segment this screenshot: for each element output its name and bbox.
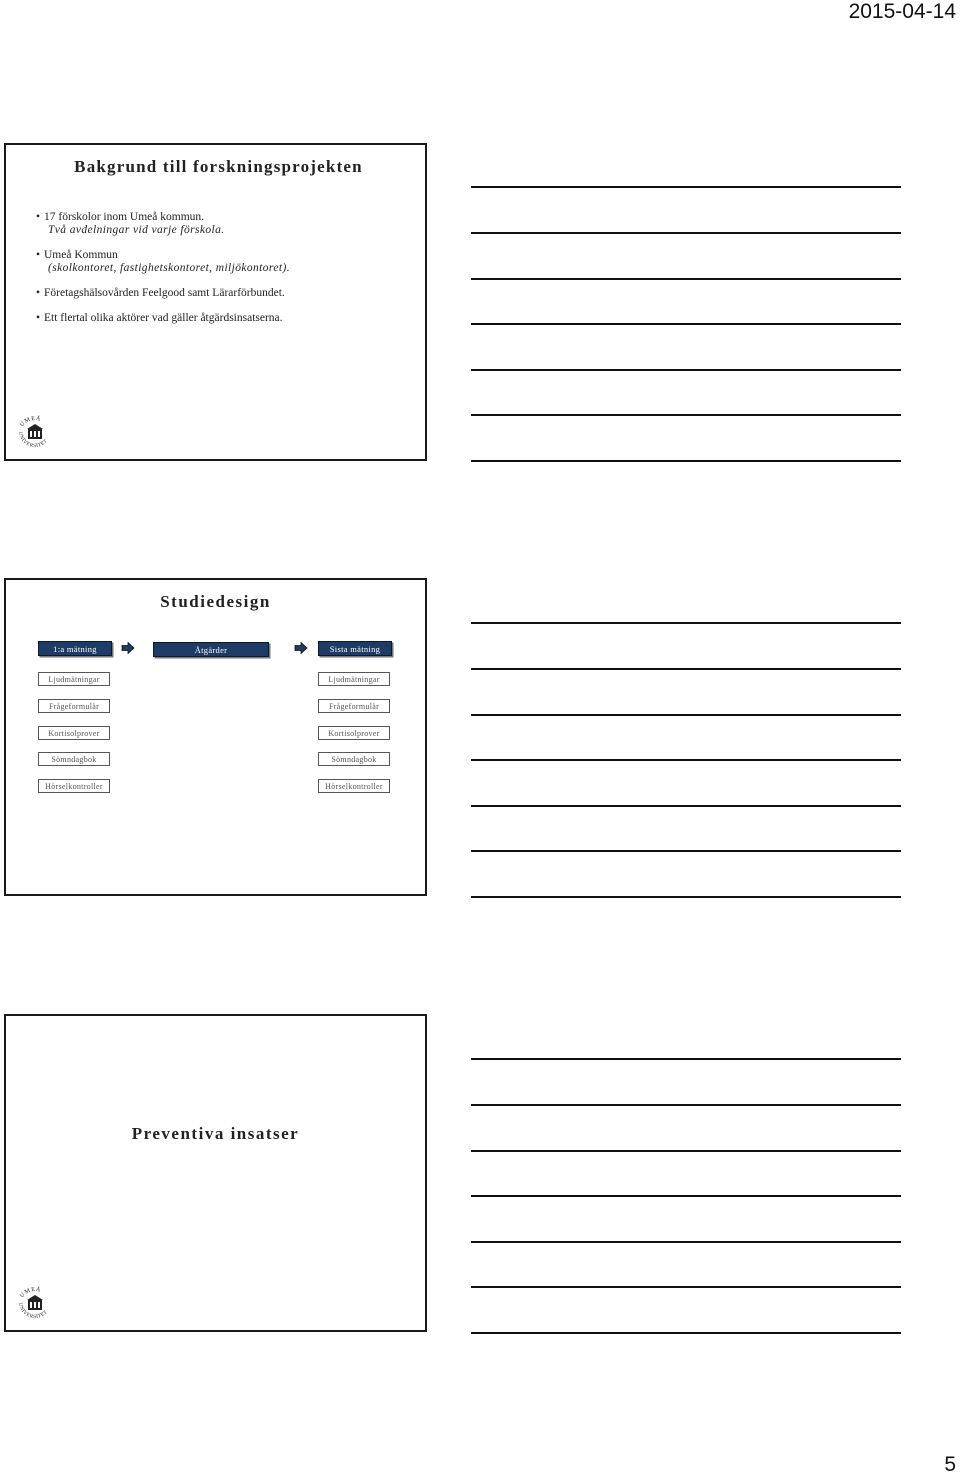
list-item xyxy=(44,287,290,300)
right-item-sound-measurements: Ljudmätningar xyxy=(318,672,390,686)
left-item-hearing-checks: Hörselkontroller xyxy=(38,779,110,793)
left-item-sleep-diary: Sömndagbok xyxy=(38,752,110,766)
right-arrow-icon xyxy=(294,642,308,654)
slide-1-bullets xyxy=(44,211,290,337)
svg-text:UMEÅ xyxy=(19,1285,42,1299)
print-date: 2015-04-14 xyxy=(848,0,956,23)
interventions-header: Åtgärder xyxy=(153,642,269,657)
right-arrow-icon xyxy=(121,642,135,654)
logo-top-text: UMEÅ xyxy=(19,1286,42,1300)
bullet-subtext: (skolkontoret, fastighetskontoret, miljökontoret). xyxy=(48,262,290,274)
slide-1 xyxy=(4,143,427,461)
last-measurement-header: Sista mätning xyxy=(318,641,392,656)
slide-1-title: Bakgrund till forskningsprojekten xyxy=(74,157,363,176)
page-number: 5 xyxy=(944,1453,956,1476)
logo-side-text: UNIVERSITET xyxy=(16,1302,49,1321)
slide-3-title: Preventiva insatser xyxy=(131,1124,300,1143)
bullet-text: Företagshälsovården Feelgood samt Lärarförbundet. xyxy=(44,287,285,299)
right-item-sleep-diary: Sömndagbok xyxy=(318,752,390,766)
umea-university-seal-icon xyxy=(14,413,56,455)
bullet-text: 17 förskolor inom Umeå kommun. xyxy=(44,211,205,223)
left-item-questionnaire: Frågeformulär xyxy=(38,699,110,713)
logo-top-text: UMEÅ xyxy=(19,415,42,429)
svg-text:UMEÅ xyxy=(19,414,42,428)
umea-university-seal-icon xyxy=(14,1284,56,1326)
bullet-text: Ett flertal olika aktörer vad gäller åtgärdsinsatserna. xyxy=(44,312,283,324)
left-item-cortisol-samples: Kortisolprover xyxy=(38,726,110,740)
first-measurement-header: 1:a mätning xyxy=(38,641,112,656)
slide-3 xyxy=(4,1014,427,1332)
bullet-text: Umeå Kommun xyxy=(44,249,118,261)
list-item xyxy=(44,211,290,237)
list-item xyxy=(44,312,290,325)
left-item-sound-measurements: Ljudmätningar xyxy=(38,672,110,686)
slide-2-title: Studiedesign xyxy=(160,592,271,611)
right-item-cortisol-samples: Kortisolprover xyxy=(318,726,390,740)
bullet-subtext: Två avdelningar vid varje förskola. xyxy=(48,224,225,236)
right-item-questionnaire: Frågeformulär xyxy=(318,699,390,713)
right-item-hearing-checks: Hörselkontroller xyxy=(318,779,390,793)
list-item xyxy=(44,249,290,275)
logo-side-text: UNIVERSITET xyxy=(16,431,49,450)
slide-2 xyxy=(4,578,427,896)
